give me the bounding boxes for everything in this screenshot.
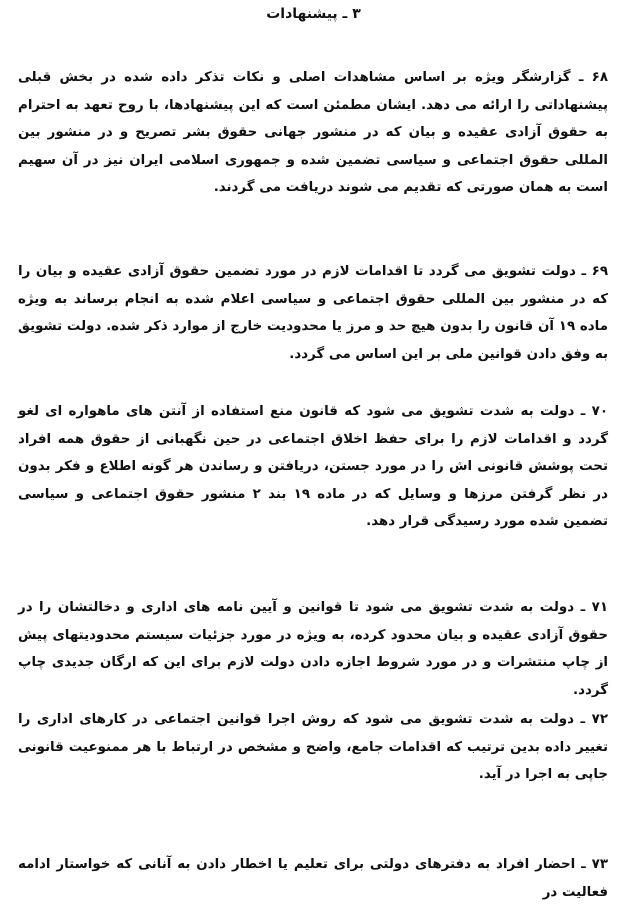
paragraph-73: [18, 851, 608, 906]
paragraph-text: ۶۹ ـ دولت تشویق می گردد تا اقدامات لازم در مورد تضمین حقوق آزادی عقیده و بیان را که در منشور بین المللی حقوق اجتماعی و سیاسی اعلام شده به انجام برساند به ویژه ماده ۱۹ آن قانون را بدون هیچ حد و مرز یا محدودیت خارج از موارد ذکر شده. دولت تشویق به وفق دادن قوانین ملی بر این اساس می گردد.: [18, 264, 608, 362]
paragraph-text: ۷۲ ـ دولت به شدت تشویق می شود که روش اجرا قوانین اجتماعی در کارهای اداری را تغییر داده بدین ترتیب که اقدامات جامع، واضح و مشخص در ارتباط با هر ممنوعیت قانونی جاپی به اجرا در آید.: [18, 712, 608, 782]
paragraph-text: ۷۱ ـ دولت به شدت تشویق می شود تا قوانین و آیین نامه های اداری و دخالتشان را در حقوق آزادی عقیده و بیان محدود کرده، به ویژه در مورد جزئیات سیستم محدودیتهای پیش از چاپ منتشرات و در مورد شروط اجازه دادن دولت لازم برای این که ارگان جدیدی چاپ گردد.: [18, 600, 608, 698]
paragraph-text: ۷۰ ـ دولت به شدت تشویق می شود که قانون منع استفاده از آنتن های ماهواره ای لغو گردد و اقدامات لازم را برای حفظ اخلاق اجتماعی در حین نگهبانی از حقوق همه افراد تحت پوشش قانونی اش را در مورد جستن، دریافتن و رساندن هر گونه اطلاع و فکر بدون در نظر گرفتن مرزها و وسایل که در ماده ۱۹ بند ۲ منشور حقوق اجتماعی و سیاسی تضمین شده مورد رسیدگی قرار دهد.: [18, 404, 608, 529]
paragraph-text: ۶۸ ـ گزارشگر ویژه بر اساس مشاهدات اصلی و نکات تذکر داده شده در بخش قبلی پیشنهاداتی را ارائه می دهد. ایشان مطمئن است که این پیشنهادها، با روح تعهد به احترام به حقوق آزادی عقیده و بیان که در منشور جهانی حقوق بشر تصریح و در منشور بین المللی حقوق اجتماعی و سیاسی تضمین شده و جمهوری اسلامی ایران نیز در آن سهیم است به همان صورتی که تقدیم می شوند دریافت می گردند.: [18, 70, 608, 195]
paragraph-68: [18, 64, 608, 202]
paragraph-text: ۷۳ ـ احضار افراد به دفترهای دولتی برای تعلیم یا اخطار دادن به آنانی که خواستار ادامه فعالیت در: [18, 857, 608, 900]
paragraph-72: [18, 706, 608, 789]
paragraph-70: [18, 398, 608, 536]
section-heading: ۳ ـ پیشنهادات: [266, 6, 361, 22]
paragraph-71: [18, 594, 608, 704]
paragraph-69: [18, 258, 608, 368]
